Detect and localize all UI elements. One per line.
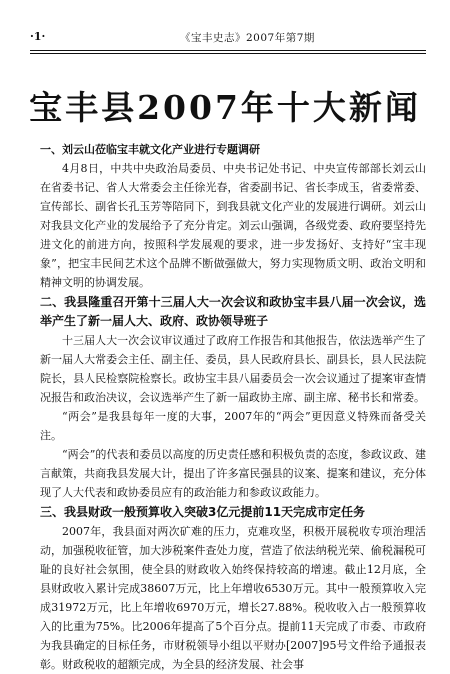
section-heading-3: 三、我县财政一般预算收入突破3亿元提前11天完成市定任务 (40, 505, 366, 519)
section-2-paragraph-1: 十三届人大一次会议审议通过了政府工作报告和其他报告，依法选举产生了新一届人大常委会主任、副主任、委员，县人民政府县长、副县长，县人民法院院长，县人民检察院检察长。政协宝丰县八届委员会一次会议通过了提案审查情况报告和政治决议，会议选举产生了新一届政协主席、副主席、秘书长和常委。 (40, 334, 426, 404)
section-heading-2: 二、我县隆重召开第十三届人大一次会议和政协宝丰县八届一次会议，选举产生了新一届人大、政府、政协领导班子 (40, 295, 426, 328)
section-heading-1: 一、刘云山莅临宝丰就文化产业进行专题调研 (40, 143, 260, 156)
section-1-paragraph: 4月8日，中共中央政治局委员、中央书记处书记、中央宣传部部长刘云山在省委书记、省人大常委会主任徐光春，省委副书记、省长李成玉，省委常委、宣传部长、副省长孔玉芳等陪同下，到我县就文化产业的发展进行调研。刘云山对我县文化产业的发展给予了充分肯定。刘云山强调，各级党委、政府要坚持先进文化的前进方向，按照科学发展观的要求，进一步发扬好、支持好“宝丰现象”，把宝丰民间艺术这个品牌不断做强做大，努力实现物质文明、政治文明和精神文明的协调发展。 (40, 162, 426, 289)
page-header (30, 26, 430, 50)
header-rule (30, 50, 426, 51)
section-2-paragraph-2: “两会”是我县每年一度的大事，2007年的“两会”更因意义特殊而备受关注。 (40, 410, 426, 442)
running-title: 《宝丰史志》2007年第7期 (180, 32, 315, 44)
article-body (40, 140, 426, 674)
article-title: 宝丰县2007年十大新闻 (29, 88, 421, 127)
section-3-paragraph: 2007年，我县面对两次矿难的压力，克难攻坚，积极开展税收专项治理活动，加强税收征管，加大涉税案件查处力度，营造了依法纳税光荣、偷税漏税可耻的良好社会氛围，使全县的财政收入始终保持较高的增速。截止12月底，全县财政收入累计完成38607万元，比上年增收6530万元。其中一般预算收入完成31972万元，比上年增收6970万元，增长27.88%。税收收入占一般预算收入的比重为75%。比2006年提高了5个百分点。提前11天完成了市委、市政府为我县确定的目标任务，市财税领导小组以平财办[2007]95号文件给予通报表彰。财政税收的超额完成，为全县的经济发展、社会事 (40, 525, 426, 671)
page-number: ·1· (30, 30, 46, 43)
header-rule-thin (30, 53, 426, 54)
section-2-paragraph-3: “两会”的代表和委员以高度的历史责任感和积极负责的态度，参政议政、建言献策，共商我县发展大计，提出了许多富民强县的议案、提案和建议，充分体现了人大代表和政协委员应有的政治能力和参政议政能力。 (40, 448, 426, 499)
